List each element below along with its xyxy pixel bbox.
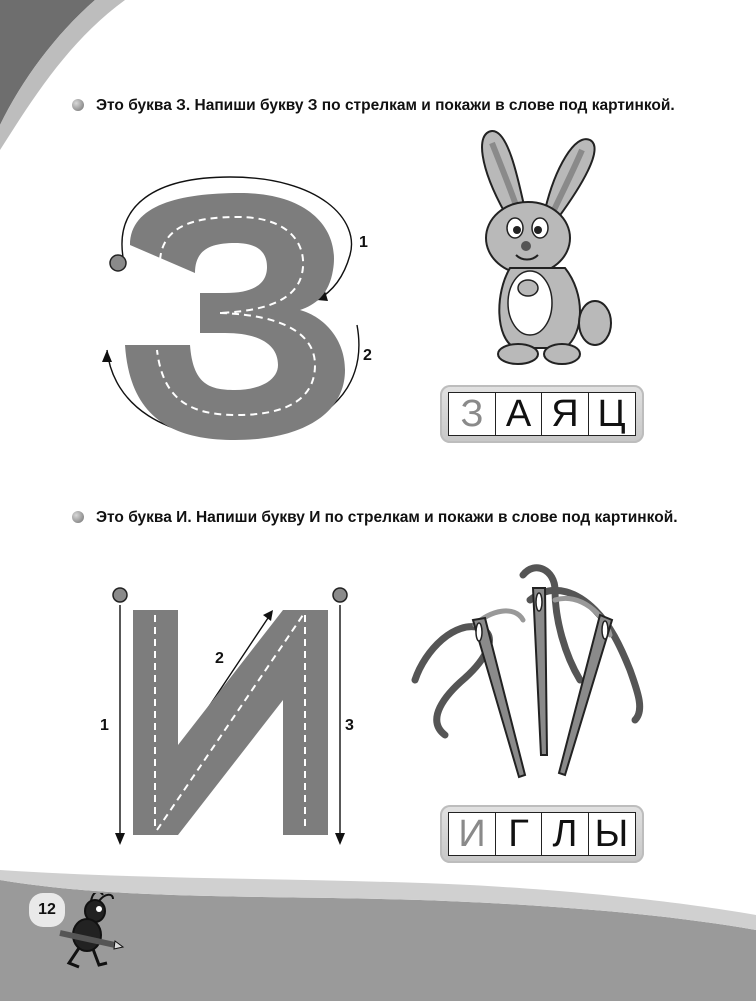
word-letter: А [495, 392, 543, 436]
stroke-number-3: 3 [345, 717, 354, 734]
instruction-z: Это буква З. Напиши букву З по стрелкам и покажи в слове под картинкой. [72, 95, 684, 117]
needles-illustration [405, 560, 645, 780]
word-letter: Я [541, 392, 589, 436]
word-box-zayats [440, 385, 644, 443]
page-number: 12 [29, 893, 65, 927]
stroke-number-1: 1 [359, 234, 368, 251]
word-letter: З [448, 392, 496, 436]
stroke-number-2: 2 [215, 650, 224, 667]
stroke-number-1: 1 [100, 717, 109, 734]
ant-mascot-icon [55, 893, 125, 973]
instruction-i: Это буква И. Напиши букву И по стрелкам и покажи в слове под картинкой. [72, 507, 684, 529]
bullet-dot-icon [72, 511, 84, 523]
word-letter: Л [541, 812, 589, 856]
letter-i-tracing [95, 585, 375, 850]
stroke-number-2: 2 [363, 347, 372, 364]
letter-z-tracing [95, 165, 395, 465]
rabbit-illustration [470, 128, 620, 373]
word-box-igly [440, 805, 644, 863]
word-letter: И [448, 812, 496, 856]
word-letter: Г [495, 812, 543, 856]
word-letter: Ы [588, 812, 636, 856]
bullet-dot-icon [72, 99, 84, 111]
word-letter: Ц [588, 392, 636, 436]
